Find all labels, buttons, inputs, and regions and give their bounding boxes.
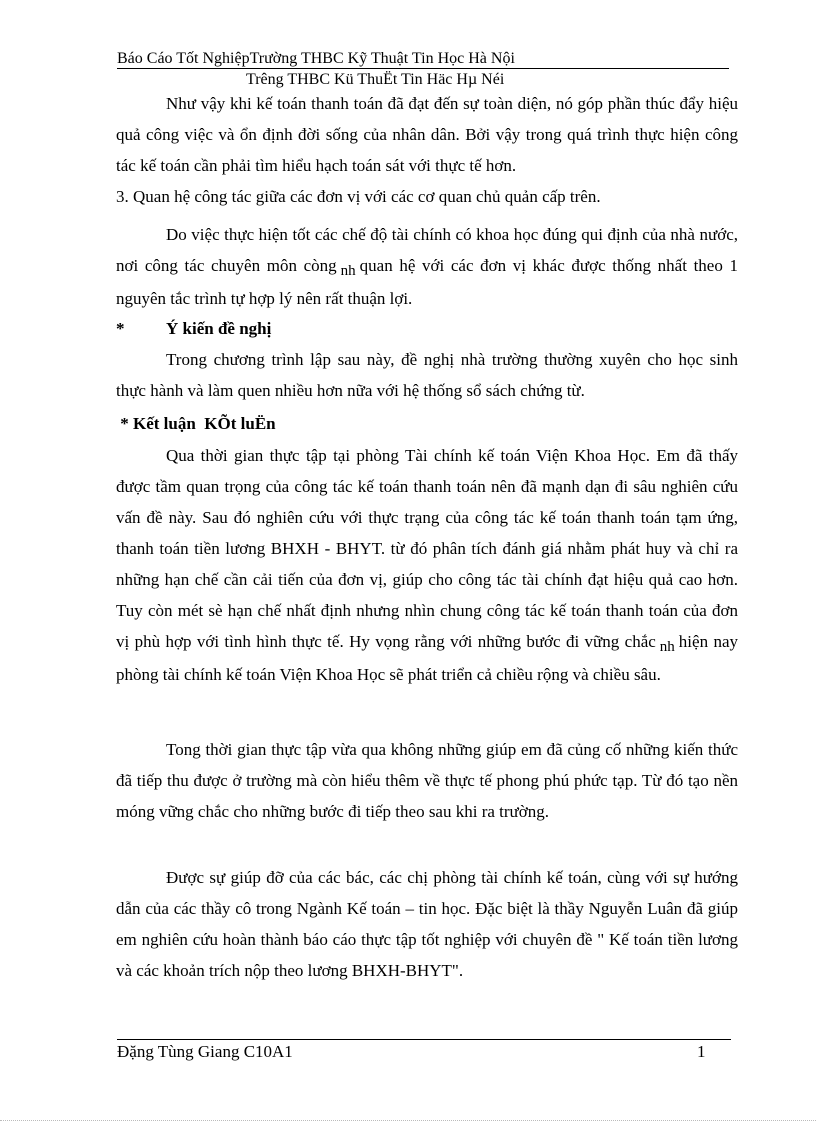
paragraph-4-text-a: Qua thời gian thực tập tại phòng Tài chính kế toán Viện Khoa Học. Em đã thấy được tầm quan trọng của công tác kế toán thanh toán nên đã mạnh dạn đi sâu nghiên cứu vấn đề này. Sau đó nghiên cứu với thực trạng của công tác kế toán thanh toán tạm ứng, thanh toán tiền lương BHXH - BHYT. từ đó phân tích đánh giá nhằm phát huy và chỉ ra những hạn chế cần cải tiến của đơn vị, giúp cho công tác tài chính đạt hiệu quả cao hơn. Tuy còn mét sè hạn chế nhất định nhưng nhìn chung công tác kế toán thanh toán của đơn vị phù hợp với tình hình thực tế. Hy vọng rằng với những bước đi vững chắc bbox=[116, 446, 738, 651]
paragraph-6: Được sự giúp đỡ của các bác, các chị phòng tài chính kế toán, cùng với sự hướng dẫn của các thầy cô trong Ngành Kế toán – tin học. Đặc biệt là thầy Nguyễn Luân đã giúp em nghiên cứu hoàn thành báo cáo thực tập tốt nghiệp với chuyên đề " Kế toán tiền lương và các khoản trích nộp theo lương BHXH-BHYT". bbox=[116, 868, 738, 980]
paragraph-4-nh: nh bbox=[659, 639, 675, 655]
paragraph-1: Như vậy khi kế toán thanh toán đã đạt đến sự toàn diện, nó góp phần thúc đẩy hiệu quả công việc và ổn định đời sống của nhân dân. Bởi vậy trong quá trình thực hiện công tác kế toán cần phải tìm hiểu hạch toán sát với thực tế hơn. bbox=[116, 94, 738, 175]
footer-author: Đặng Tùng Giang C10A1 bbox=[117, 1042, 293, 1061]
bullet-star: * bbox=[116, 319, 125, 338]
paragraph-4 bbox=[116, 440, 738, 690]
heading-suggestions-text: Ý kiến đề nghị bbox=[166, 319, 272, 338]
footer-divider bbox=[117, 1039, 731, 1040]
paragraph-2-text-a: Do việc thực hiện tốt các chế độ tài chính có khoa học đúng qui định của nhà nước, nơi công tác chuyên môn còng bbox=[116, 225, 738, 275]
page-number: 1 bbox=[697, 1042, 706, 1061]
paragraph-2-text-b: quan hệ với các đơn vị khác được thống nhất theo 1 nguyên tắc trình tự hợp lý nên rất thuận lợi. bbox=[116, 256, 738, 308]
paragraph-3: Trong chương trình lập sau này, đề nghị nhà trường thường xuyên cho học sinh thực hành và làm quen nhiều hơn nữa với hệ thống sổ sách chứng từ. bbox=[116, 350, 738, 400]
page-bottom-edge bbox=[0, 1120, 816, 1121]
paragraph-4-text-b: hiện nay phòng tài chính kế toán Viện Khoa Học sẽ phát triển cả chiều rộng và chiều sâu. bbox=[116, 632, 738, 684]
paragraph-2 bbox=[116, 219, 738, 314]
paragraph-5: Tong thời gian thực tập vừa qua không những giúp em đã củng cố những kiến thức đã tiếp thu được ở trường mà còn hiểu thêm về thực tế phong phú phức tạp. Từ đó tạo nền móng vững chắc cho những bước đi tiếp theo sau khi ra trường. bbox=[116, 740, 738, 821]
heading-conclusion: * Kết luận KÕt luËn bbox=[116, 414, 276, 433]
heading-suggestions bbox=[116, 313, 738, 344]
paragraph-2-nh: nh bbox=[340, 263, 356, 279]
section-heading-3: 3. Quan hệ công tác giữa các đơn vị với các cơ quan chủ quản cấp trên. bbox=[116, 187, 601, 206]
running-header: Báo Cáo Tốt NghiệpTrường THBC Kỹ Thuật Tin Học Hà Nội bbox=[117, 50, 729, 69]
running-header-garbled: Trêng THBC Kü ThuËt Tin Häc Hµ Néi bbox=[246, 71, 505, 88]
